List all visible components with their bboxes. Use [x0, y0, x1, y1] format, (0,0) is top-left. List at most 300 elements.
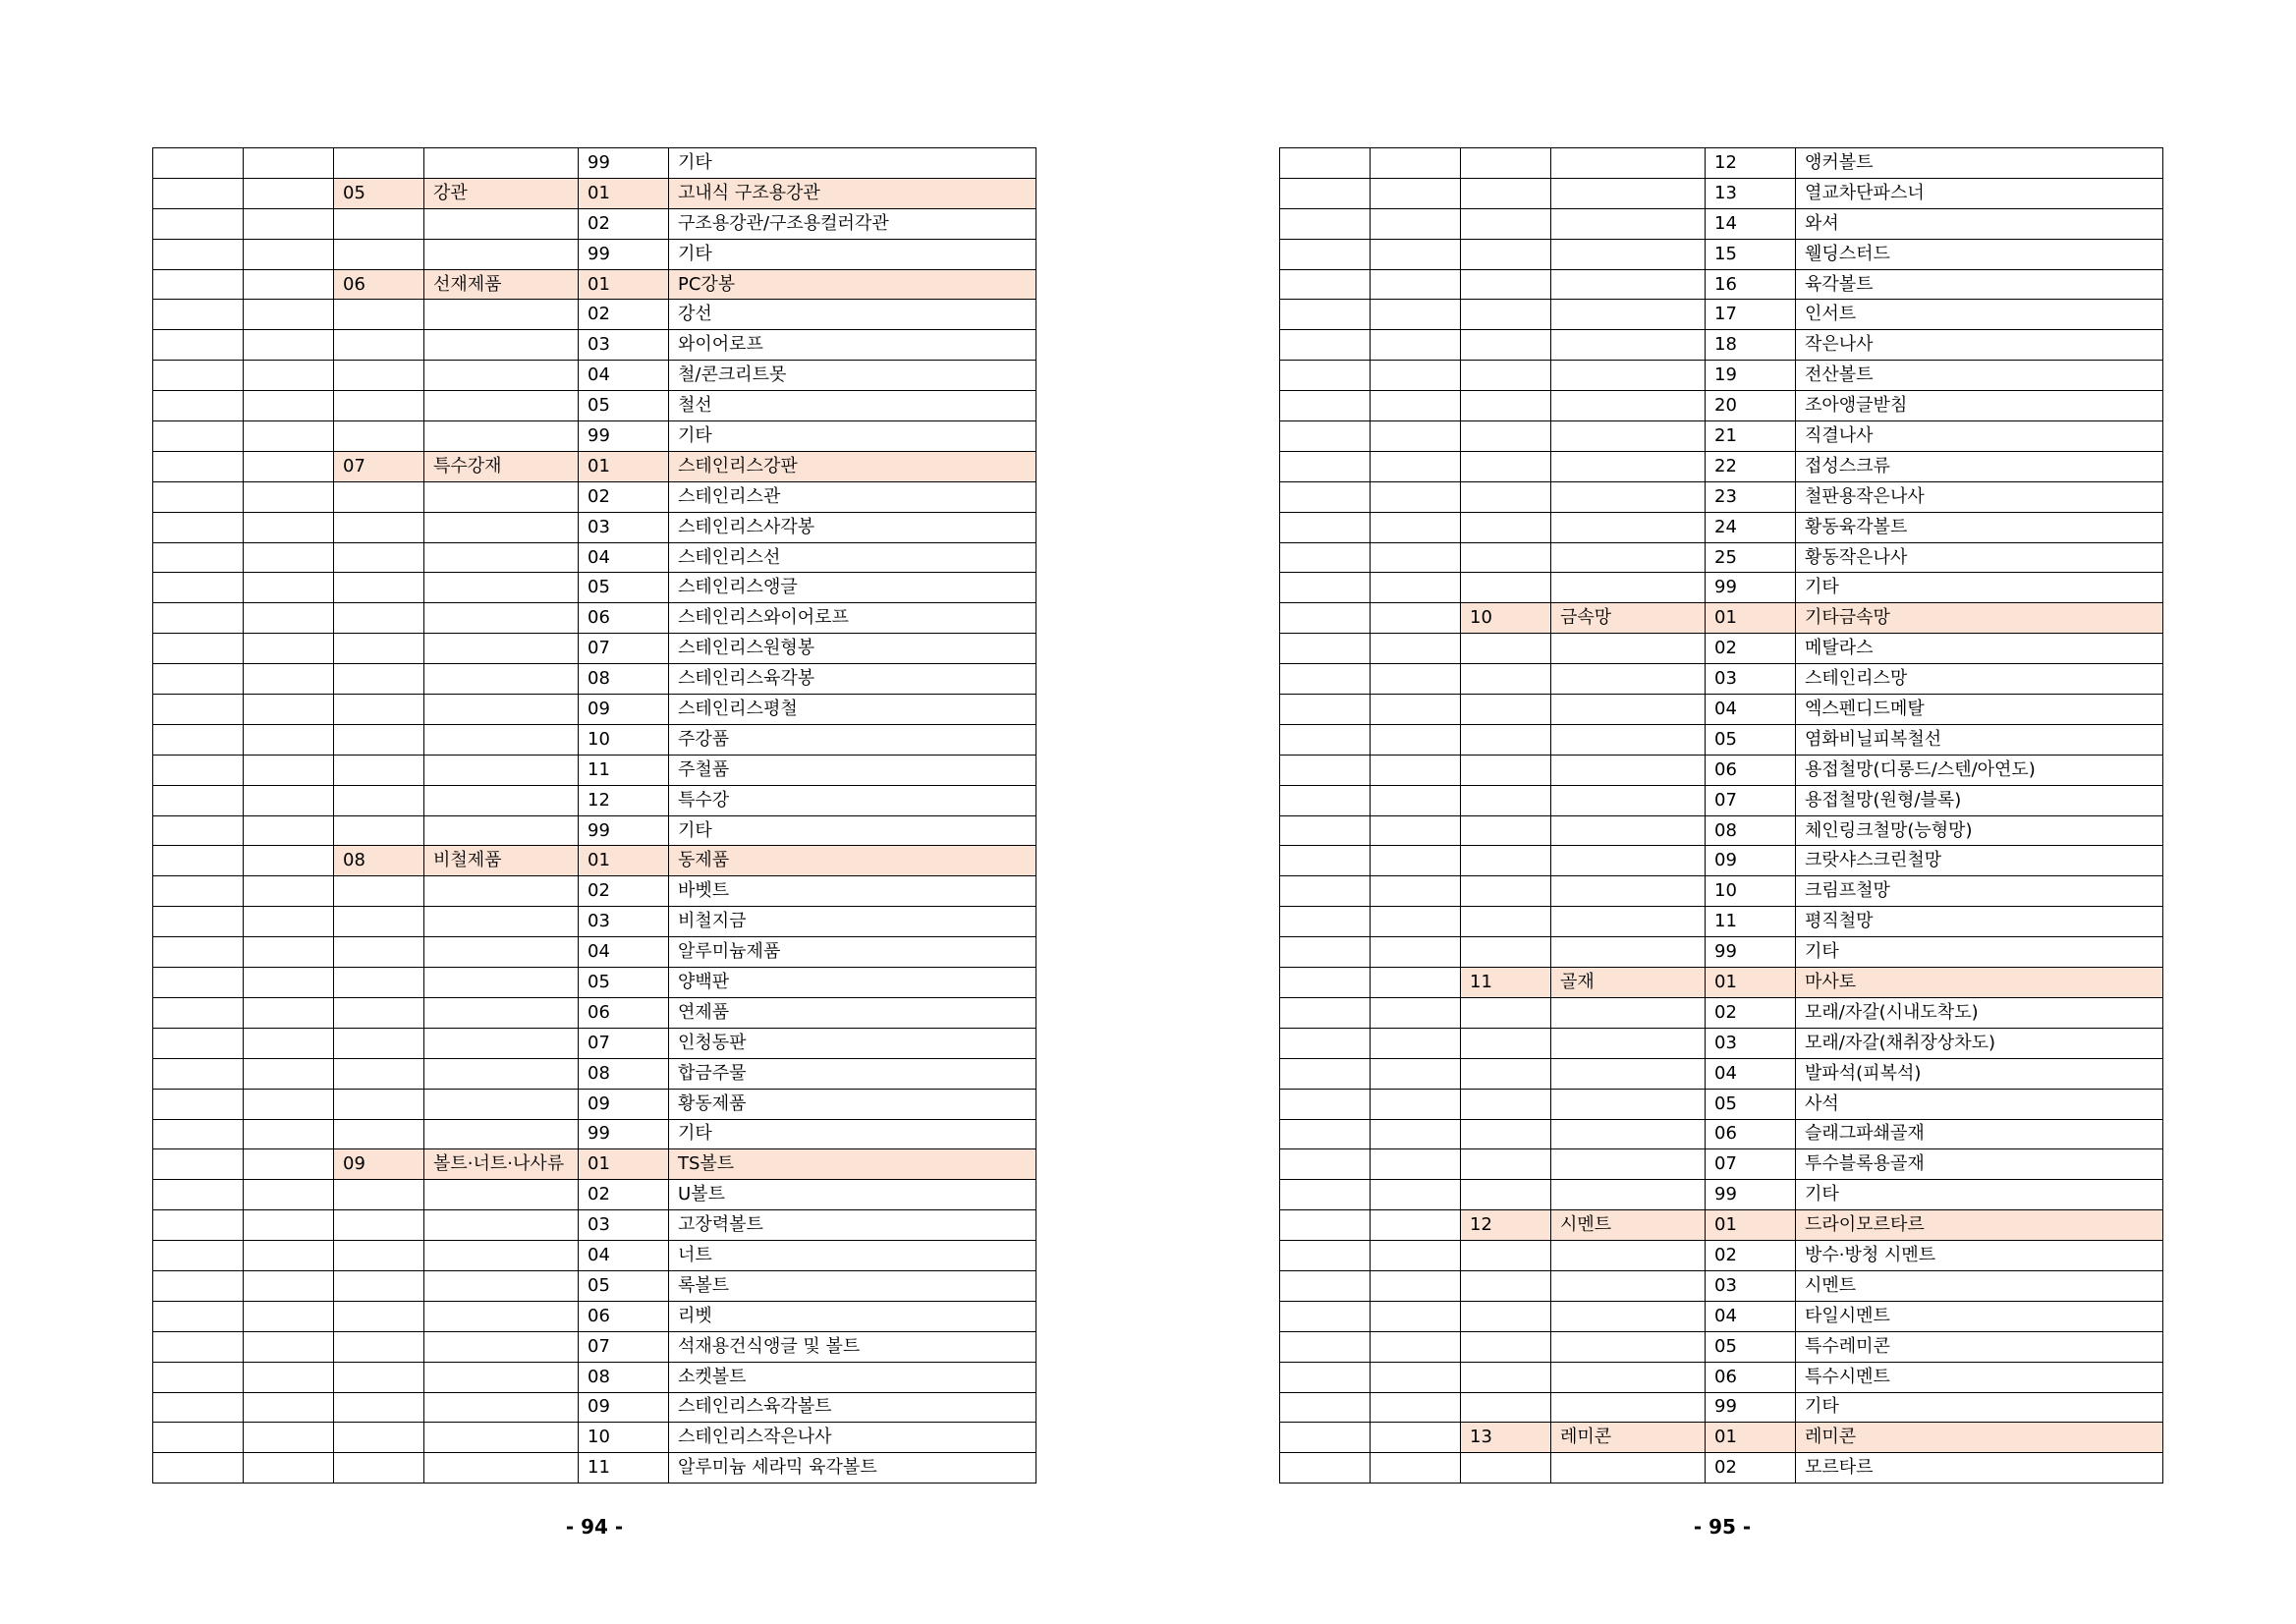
- item-code-cell: 03: [1706, 1028, 1796, 1058]
- empty-cell: [1371, 481, 1461, 512]
- item-name-cell: 스테인리스와이어로프: [669, 603, 1036, 634]
- item-code-cell: 06: [579, 603, 669, 634]
- group-code-cell: [1461, 997, 1551, 1028]
- empty-cell: [1280, 512, 1371, 542]
- item-name-cell: 엑스펜디드메탈: [1796, 695, 2163, 725]
- table-row: [153, 603, 1036, 634]
- item-code-cell: 08: [579, 1362, 669, 1392]
- table-row: [1280, 391, 2163, 421]
- empty-cell: [153, 330, 244, 361]
- empty-cell: [244, 361, 334, 391]
- table-row: [1280, 481, 2163, 512]
- item-code-cell: 06: [1706, 755, 1796, 785]
- empty-cell: [244, 451, 334, 481]
- table-row: [153, 1058, 1036, 1089]
- item-code-cell: 11: [579, 1453, 669, 1484]
- group-code-cell: [1461, 755, 1551, 785]
- group-code-cell: 08: [334, 846, 424, 876]
- empty-cell: [1280, 1149, 1371, 1180]
- table-row: [153, 1392, 1036, 1423]
- group-code-cell: [1461, 634, 1551, 664]
- table-row: [153, 1210, 1036, 1241]
- group-name-cell: [1551, 1180, 1706, 1210]
- empty-cell: [1371, 542, 1461, 573]
- item-code-cell: 11: [579, 755, 669, 785]
- item-name-cell: 황동육각볼트: [1796, 512, 2163, 542]
- empty-cell: [1280, 239, 1371, 269]
- page-95: [1279, 147, 2163, 1484]
- table-row: [153, 1119, 1036, 1149]
- table-row: [153, 391, 1036, 421]
- group-code-cell: 12: [1461, 1210, 1551, 1241]
- table-row: [153, 178, 1036, 208]
- empty-cell: [1371, 421, 1461, 452]
- table-row: [1280, 330, 2163, 361]
- group-code-cell: [334, 421, 424, 452]
- table-row: [1280, 846, 2163, 876]
- group-code-cell: 09: [334, 1149, 424, 1180]
- group-name-cell: [424, 542, 579, 573]
- item-code-cell: 01: [1706, 1423, 1796, 1453]
- item-code-cell: 09: [579, 1089, 669, 1119]
- group-name-cell: [1551, 451, 1706, 481]
- empty-cell: [1280, 695, 1371, 725]
- item-code-cell: 03: [579, 1210, 669, 1241]
- group-code-cell: [334, 1270, 424, 1301]
- empty-cell: [1280, 300, 1371, 330]
- empty-cell: [1280, 1210, 1371, 1241]
- empty-cell: [1280, 785, 1371, 815]
- empty-cell: [244, 573, 334, 603]
- table-row: [153, 1301, 1036, 1331]
- table-row: [153, 269, 1036, 300]
- empty-cell: [244, 208, 334, 239]
- empty-cell: [1371, 1392, 1461, 1423]
- empty-cell: [153, 695, 244, 725]
- item-code-cell: 01: [579, 1149, 669, 1180]
- item-name-cell: 크림프철망: [1796, 876, 2163, 907]
- group-code-cell: [1461, 695, 1551, 725]
- group-name-cell: 골재: [1551, 968, 1706, 998]
- item-code-cell: 25: [1706, 542, 1796, 573]
- table-row: [153, 542, 1036, 573]
- group-code-cell: 06: [334, 269, 424, 300]
- empty-cell: [244, 330, 334, 361]
- empty-cell: [1371, 1453, 1461, 1484]
- item-code-cell: 10: [579, 1423, 669, 1453]
- empty-cell: [244, 481, 334, 512]
- group-name-cell: [1551, 1089, 1706, 1119]
- empty-cell: [244, 815, 334, 846]
- item-name-cell: 철판용작은나사: [1796, 481, 2163, 512]
- empty-cell: [244, 269, 334, 300]
- group-name-cell: [424, 330, 579, 361]
- empty-cell: [244, 1058, 334, 1089]
- empty-cell: [153, 755, 244, 785]
- item-code-cell: 13: [1706, 178, 1796, 208]
- group-code-cell: [334, 1180, 424, 1210]
- group-code-cell: [334, 1392, 424, 1423]
- empty-cell: [153, 421, 244, 452]
- table-row: [153, 997, 1036, 1028]
- item-code-cell: 04: [579, 542, 669, 573]
- empty-cell: [244, 695, 334, 725]
- item-code-cell: 15: [1706, 239, 1796, 269]
- empty-cell: [244, 968, 334, 998]
- group-code-cell: [1461, 846, 1551, 876]
- empty-cell: [244, 724, 334, 755]
- group-code-cell: [1461, 239, 1551, 269]
- group-name-cell: [1551, 846, 1706, 876]
- empty-cell: [153, 1028, 244, 1058]
- table-row: [153, 481, 1036, 512]
- empty-cell: [1371, 785, 1461, 815]
- empty-cell: [153, 1362, 244, 1392]
- item-name-cell: 타일시멘트: [1796, 1301, 2163, 1331]
- item-code-cell: 99: [1706, 573, 1796, 603]
- item-name-cell: 비철지금: [669, 907, 1036, 937]
- empty-cell: [153, 1149, 244, 1180]
- item-code-cell: 04: [1706, 1058, 1796, 1089]
- item-name-cell: 스테인리스망: [1796, 664, 2163, 695]
- item-name-cell: 황동작은나사: [1796, 542, 2163, 573]
- group-name-cell: [424, 391, 579, 421]
- item-name-cell: 알루미늄제품: [669, 937, 1036, 968]
- empty-cell: [1371, 573, 1461, 603]
- empty-cell: [1371, 603, 1461, 634]
- group-code-cell: [1461, 1453, 1551, 1484]
- item-name-cell: 열교차단파스너: [1796, 178, 2163, 208]
- group-name-cell: [1551, 664, 1706, 695]
- item-name-cell: 직결나사: [1796, 421, 2163, 452]
- empty-cell: [1371, 300, 1461, 330]
- item-name-cell: 리벳: [669, 1301, 1036, 1331]
- empty-cell: [1280, 1331, 1371, 1362]
- group-code-cell: [1461, 1241, 1551, 1271]
- group-code-cell: [334, 1028, 424, 1058]
- item-code-cell: 04: [1706, 1301, 1796, 1331]
- group-code-cell: [334, 634, 424, 664]
- group-name-cell: [1551, 361, 1706, 391]
- item-code-cell: 08: [579, 1058, 669, 1089]
- empty-cell: [153, 1270, 244, 1301]
- table-row: [153, 785, 1036, 815]
- empty-cell: [244, 1362, 334, 1392]
- empty-cell: [1280, 1058, 1371, 1089]
- empty-cell: [1371, 1241, 1461, 1271]
- item-name-cell: 스테인리스원형봉: [669, 634, 1036, 664]
- empty-cell: [1371, 634, 1461, 664]
- item-code-cell: 99: [579, 239, 669, 269]
- table-row: [1280, 512, 2163, 542]
- item-name-cell: 방수·방청 시멘트: [1796, 1241, 2163, 1271]
- table-row: [153, 695, 1036, 725]
- table-row: [153, 876, 1036, 907]
- item-name-cell: 웰딩스터드: [1796, 239, 2163, 269]
- group-name-cell: [424, 1301, 579, 1331]
- empty-cell: [244, 1423, 334, 1453]
- page-94: [152, 147, 1036, 1484]
- empty-cell: [244, 1301, 334, 1331]
- item-code-cell: 02: [579, 481, 669, 512]
- table-row: [1280, 1119, 2163, 1149]
- group-code-cell: [1461, 481, 1551, 512]
- group-name-cell: [424, 148, 579, 179]
- item-name-cell: 체인링크철망(능형망): [1796, 815, 2163, 846]
- empty-cell: [1371, 724, 1461, 755]
- group-code-cell: [334, 512, 424, 542]
- empty-cell: [153, 876, 244, 907]
- empty-cell: [244, 421, 334, 452]
- table-row: [1280, 1423, 2163, 1453]
- item-name-cell: 작은나사: [1796, 330, 2163, 361]
- empty-cell: [1371, 1028, 1461, 1058]
- empty-cell: [244, 846, 334, 876]
- empty-cell: [1280, 1301, 1371, 1331]
- empty-cell: [153, 512, 244, 542]
- item-name-cell: 기타: [669, 239, 1036, 269]
- item-code-cell: 02: [1706, 1241, 1796, 1271]
- group-name-cell: [1551, 1362, 1706, 1392]
- empty-cell: [1371, 1423, 1461, 1453]
- table-row: [153, 330, 1036, 361]
- empty-cell: [153, 1119, 244, 1149]
- group-name-cell: [1551, 421, 1706, 452]
- group-name-cell: [424, 573, 579, 603]
- group-name-cell: [1551, 573, 1706, 603]
- group-code-cell: [1461, 1149, 1551, 1180]
- empty-cell: [153, 907, 244, 937]
- empty-cell: [1280, 481, 1371, 512]
- group-name-cell: [1551, 512, 1706, 542]
- item-name-cell: 기타: [1796, 937, 2163, 968]
- table-row: [1280, 785, 2163, 815]
- group-name-cell: [424, 1392, 579, 1423]
- item-name-cell: U볼트: [669, 1180, 1036, 1210]
- group-code-cell: [1461, 269, 1551, 300]
- item-name-cell: 기타: [1796, 573, 2163, 603]
- table-row: [153, 724, 1036, 755]
- item-code-cell: 23: [1706, 481, 1796, 512]
- empty-cell: [1280, 148, 1371, 179]
- group-name-cell: [1551, 269, 1706, 300]
- empty-cell: [1371, 239, 1461, 269]
- group-name-cell: 금속망: [1551, 603, 1706, 634]
- item-name-cell: 와셔: [1796, 208, 2163, 239]
- item-code-cell: 09: [579, 695, 669, 725]
- empty-cell: [244, 1331, 334, 1362]
- group-name-cell: [424, 876, 579, 907]
- item-name-cell: 마사토: [1796, 968, 2163, 998]
- item-code-cell: 01: [1706, 603, 1796, 634]
- group-name-cell: [424, 695, 579, 725]
- group-code-cell: [334, 208, 424, 239]
- item-name-cell: 철/콘크리트못: [669, 361, 1036, 391]
- group-name-cell: [1551, 1028, 1706, 1058]
- group-name-cell: [1551, 1241, 1706, 1271]
- empty-cell: [244, 664, 334, 695]
- group-code-cell: [334, 239, 424, 269]
- empty-cell: [153, 1453, 244, 1484]
- group-name-cell: [1551, 481, 1706, 512]
- empty-cell: [1371, 937, 1461, 968]
- group-code-cell: 10: [1461, 603, 1551, 634]
- item-code-cell: 03: [579, 512, 669, 542]
- table-row: [1280, 208, 2163, 239]
- group-name-cell: [1551, 1119, 1706, 1149]
- group-code-cell: [334, 1241, 424, 1271]
- table-row: [153, 1089, 1036, 1119]
- group-name-cell: [1551, 1453, 1706, 1484]
- group-code-cell: [334, 937, 424, 968]
- item-code-cell: 02: [1706, 634, 1796, 664]
- item-name-cell: 인청동판: [669, 1028, 1036, 1058]
- group-code-cell: [334, 573, 424, 603]
- group-name-cell: [1551, 815, 1706, 846]
- empty-cell: [153, 785, 244, 815]
- item-code-cell: 99: [579, 815, 669, 846]
- group-code-cell: [334, 815, 424, 846]
- item-code-cell: 03: [579, 907, 669, 937]
- group-code-cell: 07: [334, 451, 424, 481]
- empty-cell: [153, 968, 244, 998]
- empty-cell: [1371, 755, 1461, 785]
- item-name-cell: 특수강: [669, 785, 1036, 815]
- group-name-cell: [424, 239, 579, 269]
- table-row: [1280, 361, 2163, 391]
- group-name-cell: 선재제품: [424, 269, 579, 300]
- empty-cell: [1371, 330, 1461, 361]
- group-code-cell: [334, 1362, 424, 1392]
- item-code-cell: 22: [1706, 451, 1796, 481]
- group-code-cell: [1461, 178, 1551, 208]
- table-row: [153, 512, 1036, 542]
- group-code-cell: [1461, 208, 1551, 239]
- group-code-cell: [334, 300, 424, 330]
- group-name-cell: [1551, 330, 1706, 361]
- table-row: [1280, 664, 2163, 695]
- table-row: [153, 451, 1036, 481]
- item-name-cell: 평직철망: [1796, 907, 2163, 937]
- table-row: [1280, 755, 2163, 785]
- table-row: [1280, 421, 2163, 452]
- group-name-cell: [424, 1241, 579, 1271]
- group-name-cell: [424, 1058, 579, 1089]
- group-name-cell: [424, 512, 579, 542]
- item-code-cell: 05: [579, 1270, 669, 1301]
- empty-cell: [153, 178, 244, 208]
- group-name-cell: [424, 1210, 579, 1241]
- item-code-cell: 06: [579, 1301, 669, 1331]
- item-name-cell: 시멘트: [1796, 1270, 2163, 1301]
- item-name-cell: 모르타르: [1796, 1453, 2163, 1484]
- item-name-cell: 기타: [669, 148, 1036, 179]
- item-name-cell: 고내식 구조용강관: [669, 178, 1036, 208]
- table-row: [153, 1270, 1036, 1301]
- empty-cell: [1280, 361, 1371, 391]
- table-row: [1280, 542, 2163, 573]
- item-code-cell: 14: [1706, 208, 1796, 239]
- empty-cell: [244, 239, 334, 269]
- group-code-cell: [1461, 451, 1551, 481]
- group-name-cell: [424, 968, 579, 998]
- group-name-cell: [1551, 208, 1706, 239]
- item-code-cell: 99: [579, 1119, 669, 1149]
- group-name-cell: [424, 785, 579, 815]
- empty-cell: [1371, 361, 1461, 391]
- item-code-cell: 05: [1706, 724, 1796, 755]
- item-name-cell: 스테인리스사각봉: [669, 512, 1036, 542]
- item-code-cell: 99: [579, 421, 669, 452]
- group-code-cell: [1461, 907, 1551, 937]
- table-row: [1280, 724, 2163, 755]
- item-name-cell: 레미콘: [1796, 1423, 2163, 1453]
- group-name-cell: [424, 1180, 579, 1210]
- empty-cell: [1371, 997, 1461, 1028]
- item-name-cell: 알루미늄 세라믹 육각볼트: [669, 1453, 1036, 1484]
- group-name-cell: [1551, 1331, 1706, 1362]
- empty-cell: [1280, 269, 1371, 300]
- group-name-cell: [424, 634, 579, 664]
- group-name-cell: 볼트·너트·나사류: [424, 1149, 579, 1180]
- empty-cell: [1371, 1089, 1461, 1119]
- group-code-cell: [1461, 1331, 1551, 1362]
- group-name-cell: [424, 755, 579, 785]
- item-name-cell: 록볼트: [669, 1270, 1036, 1301]
- group-code-cell: [334, 876, 424, 907]
- group-code-cell: [1461, 1058, 1551, 1089]
- table-row: [1280, 1241, 2163, 1271]
- item-name-cell: 크랏샤스크린철망: [1796, 846, 2163, 876]
- group-name-cell: [424, 1119, 579, 1149]
- table-row: [1280, 239, 2163, 269]
- item-name-cell: 전산볼트: [1796, 361, 2163, 391]
- empty-cell: [244, 1210, 334, 1241]
- page-number: - 95 -: [1693, 1515, 1752, 1539]
- group-name-cell: [1551, 724, 1706, 755]
- empty-cell: [1280, 451, 1371, 481]
- table-row: [1280, 269, 2163, 300]
- item-name-cell: 사석: [1796, 1089, 2163, 1119]
- group-name-cell: [1551, 937, 1706, 968]
- item-name-cell: 황동제품: [669, 1089, 1036, 1119]
- table-row: [153, 1180, 1036, 1210]
- item-name-cell: 와이어로프: [669, 330, 1036, 361]
- table-row: [1280, 178, 2163, 208]
- table-row: [1280, 997, 2163, 1028]
- group-code-cell: [1461, 1392, 1551, 1423]
- item-code-cell: 06: [1706, 1119, 1796, 1149]
- item-code-cell: 99: [1706, 1392, 1796, 1423]
- empty-cell: [1280, 937, 1371, 968]
- table-row: [153, 148, 1036, 179]
- item-name-cell: 스테인리스평철: [669, 695, 1036, 725]
- group-name-cell: [424, 997, 579, 1028]
- empty-cell: [1371, 178, 1461, 208]
- item-name-cell: 주강품: [669, 724, 1036, 755]
- table-row: [153, 815, 1036, 846]
- item-name-cell: 바벳트: [669, 876, 1036, 907]
- group-code-cell: [334, 1210, 424, 1241]
- empty-cell: [1371, 907, 1461, 937]
- empty-cell: [1280, 876, 1371, 907]
- item-name-cell: 스테인리스관: [669, 481, 1036, 512]
- table-row: [1280, 573, 2163, 603]
- group-code-cell: [1461, 1119, 1551, 1149]
- table-row: [153, 1362, 1036, 1392]
- item-name-cell: 스테인리스강판: [669, 451, 1036, 481]
- item-code-cell: 06: [1706, 1362, 1796, 1392]
